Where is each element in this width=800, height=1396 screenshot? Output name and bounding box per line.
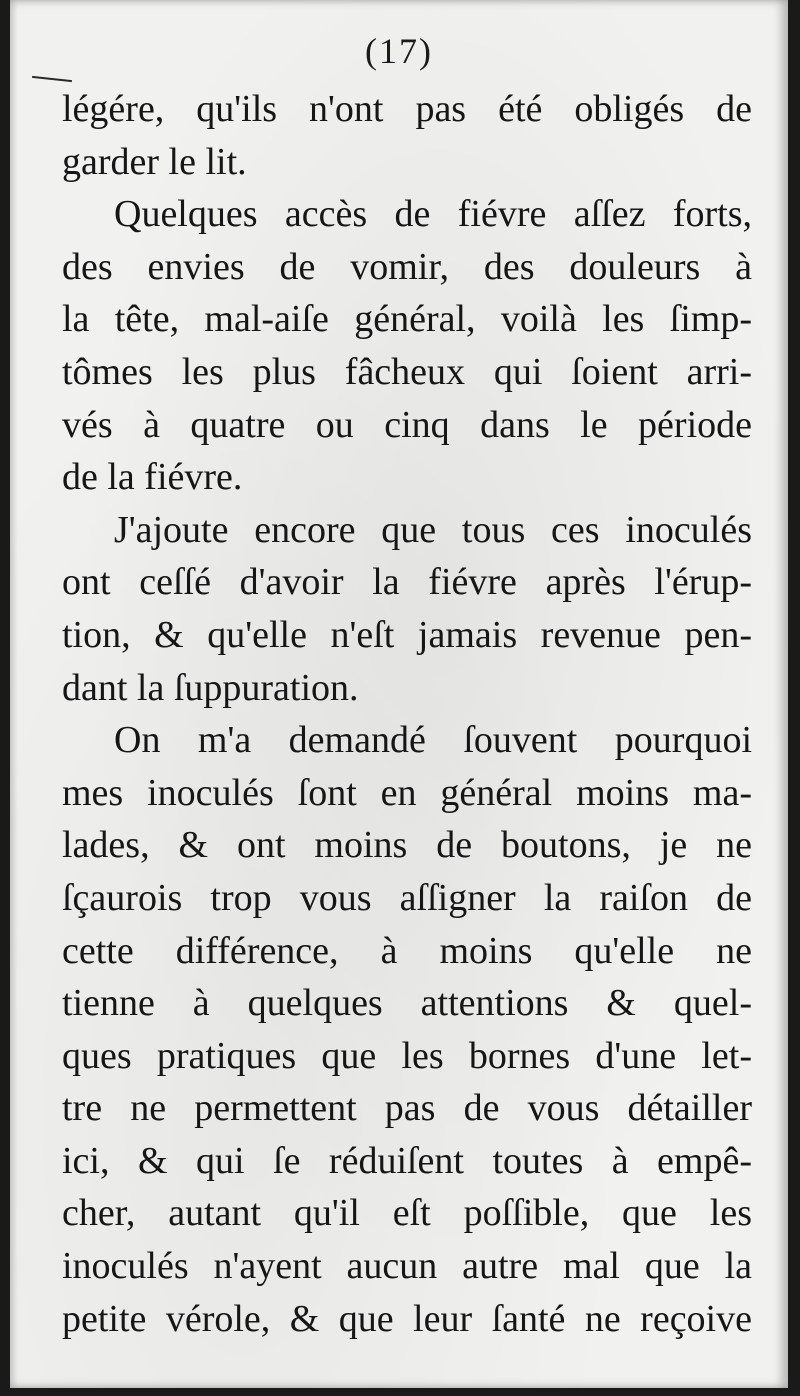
text-line: dant la ſuppuration.	[62, 666, 359, 709]
text-line: tômes les plus fâcheux qui ſoient arri-	[62, 350, 752, 393]
text-line: cher, autant qu'il eſt poſſible, que les	[62, 1192, 752, 1235]
text-line: ques pratiques que les bornes d'une let-	[62, 1034, 752, 1077]
text-line: ont ceſſé d'avoir la fiévre après l'érup-	[62, 561, 752, 604]
text-line: de la fiévre.	[62, 456, 243, 499]
margin-mark	[32, 76, 72, 82]
book-page	[10, 0, 788, 1388]
page-number: (17)	[365, 31, 433, 71]
text-line: tion, & qu'elle n'eſt jamais revenue pen-	[62, 613, 752, 656]
text-line: petite vérole, & que leur ſanté ne reçoive	[62, 1297, 752, 1340]
text-line: la tête, mal-aiſe général, voilà les ſimp-	[62, 298, 752, 341]
text-line: Quelques accès de fiévre aſſez forts,	[114, 193, 752, 236]
text-line: J'ajoute encore que tous ces inoculés	[114, 508, 752, 551]
text-line: mes inoculés ſont en général moins ma-	[62, 771, 752, 814]
text-line: vés à quatre ou cinq dans le période	[62, 403, 752, 446]
text-line: légére, qu'ils n'ont pas été obligés de	[62, 88, 752, 130]
text-line: tienne à quelques attentions & quel-	[62, 982, 752, 1025]
text-line: garder le lit.	[62, 140, 247, 183]
text-line: des envies de vomir, des douleurs à	[62, 245, 752, 288]
text-line: ici, & qui ſe réduiſent toutes à empê-	[62, 1139, 752, 1182]
text-line: ſçaurois trop vous aſſigner la raiſon de	[62, 876, 752, 919]
text-line: On m'a demandé ſouvent pourquoi	[114, 719, 752, 762]
text-line: cette différence, à moins qu'elle ne	[62, 929, 752, 972]
text-line: tre ne permettent pas de vous détailler	[62, 1087, 752, 1130]
body-text	[62, 83, 752, 1345]
text-line: inoculés n'ayent aucun autre mal que la	[62, 1245, 752, 1288]
text-line: lades, & ont moins de boutons, je ne	[62, 824, 752, 867]
